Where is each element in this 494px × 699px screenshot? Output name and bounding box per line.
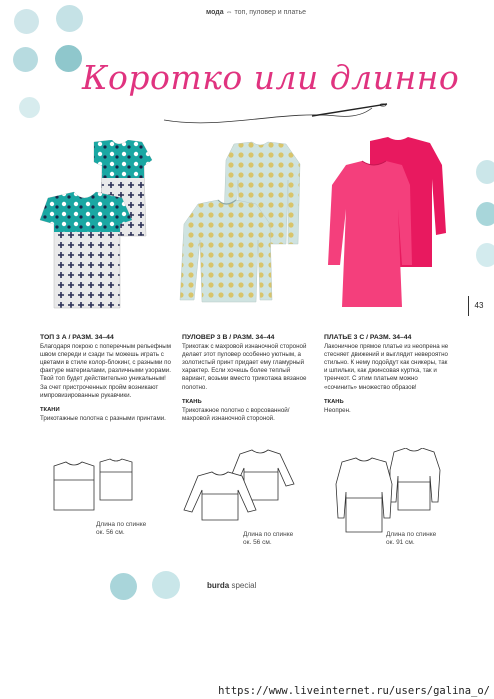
item-description: Лаконичное прямое платье из неопрена не стесняет движений и выглядит невероятно стильно. К нему подойдут как сникеры, так и шпильки, как джинсовая куртка, так и тренчкот. С этим платьем можно «сочинить» множество образов!	[324, 343, 449, 391]
decor-dot	[476, 243, 494, 267]
pullover-technical-drawing	[178, 448, 298, 522]
top-technical-drawing	[48, 456, 138, 516]
fabric-text: Трикотажное полотно с ворсованной/махровой изнаночной стороной.	[182, 406, 290, 422]
pullover-3b-photo	[176, 140, 306, 310]
dress-technical-drawing	[320, 448, 444, 536]
fabric-title: ТКАНИ	[40, 406, 60, 413]
pullover-length	[243, 531, 293, 547]
decor-dot	[19, 97, 40, 118]
brand-name: burda	[207, 581, 230, 590]
fabric-title: ТКАНЬ	[324, 398, 344, 405]
dress-3c-photo	[318, 135, 458, 311]
length-value: ок. 56 см.	[96, 529, 125, 536]
decor-dot	[152, 571, 180, 599]
page-title: Коротко или длинно	[82, 58, 460, 97]
item-heading: ТОП 3 А / РАЗМ. 34–44	[40, 334, 114, 341]
length-value: ок. 56 см.	[243, 539, 272, 546]
page-number: 43	[468, 296, 489, 316]
fabric-title: ТКАНЬ	[182, 398, 202, 405]
item-dress-3c	[324, 334, 450, 415]
decor-dot	[55, 45, 82, 72]
section-topic: топ, пуловер и платье	[234, 9, 306, 16]
section-name: мода	[206, 9, 224, 16]
section-separator: ⇔	[225, 9, 233, 16]
item-description: Благодаря покрою с поперечным рельефным швом спереди и сзади ты можешь играть с цветами в стиле колор-блокинг, с разными по фактуре материалами, различными узорами. Твой топ будет действительно уникальным! За счет пристроченных пройм возникают импровизированные рукавчики.	[40, 343, 171, 399]
decor-dot	[476, 160, 494, 184]
length-value: ок. 91 см.	[386, 539, 415, 546]
top-3a-photo	[36, 140, 166, 315]
decor-dot	[476, 202, 494, 226]
section-header	[206, 9, 306, 16]
decor-dot	[56, 5, 83, 32]
item-heading: ПУЛОВЕР 3 В / РАЗМ. 34–44	[182, 334, 275, 341]
brand-edition: special	[231, 581, 257, 590]
length-label: Длина по спинке	[386, 531, 437, 538]
decor-dot	[110, 573, 137, 600]
dress-length	[386, 531, 436, 547]
top-length	[96, 521, 146, 537]
source-url[interactable]: https://www.liveinternet.ru/users/galina_o/	[218, 685, 490, 697]
item-description: Трикотаж с махровой изнаночной стороной делает этот пуловер особенно уютным, а золотистый принт придает ему гламурный характер. Если хочешь более теплый вариант, возьми вместо трикотажа вязаное полотно.	[182, 343, 307, 391]
needle-thread-icon	[162, 102, 392, 132]
item-heading: ПЛАТЬЕ 3 С / РАЗМ. 34–44	[324, 334, 412, 341]
fabric-text: Неопрен.	[324, 406, 351, 414]
footer-brand	[207, 581, 256, 590]
decor-dot	[14, 9, 39, 34]
length-label: Длина по спинке	[96, 521, 147, 528]
decor-dot	[13, 47, 38, 72]
item-top-3a	[40, 334, 171, 423]
length-label: Длина по спинке	[243, 531, 294, 538]
fabric-text: Трикотажные полотна с разными принтами.	[40, 414, 166, 422]
item-pullover-3b	[182, 334, 313, 423]
